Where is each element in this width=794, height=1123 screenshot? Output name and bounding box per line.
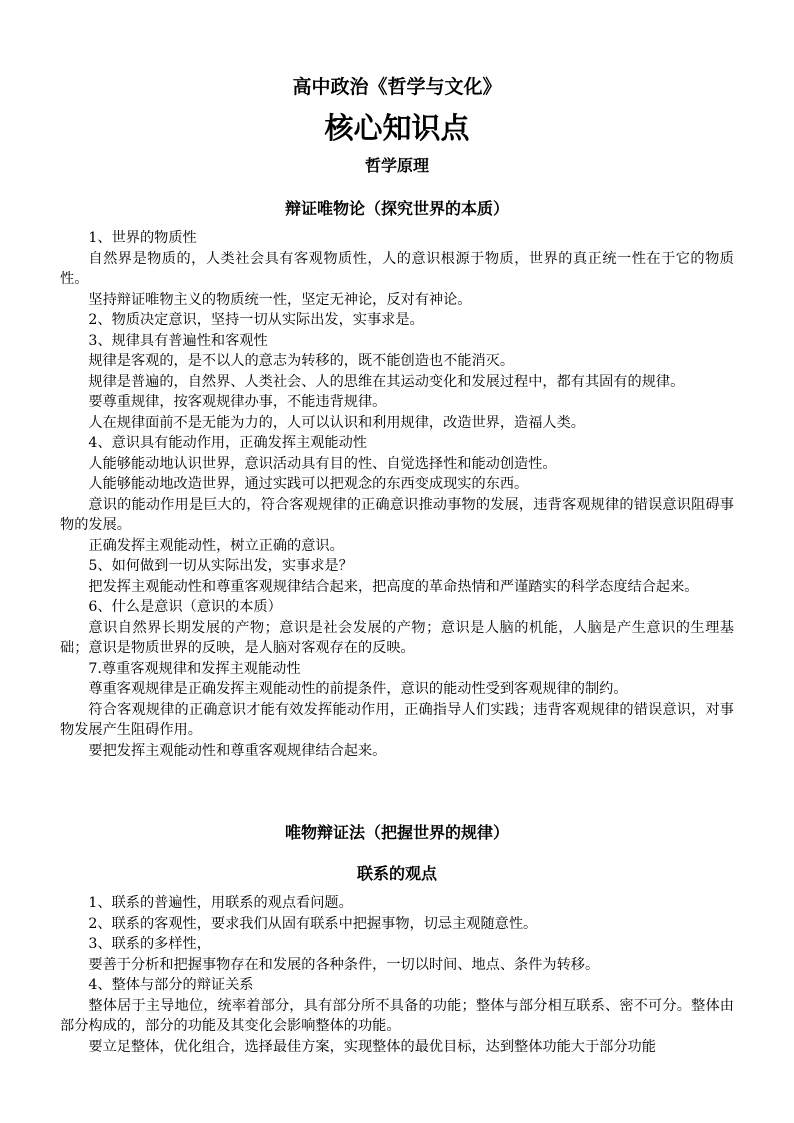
paragraph: 1、联系的普遍性，用联系的观点看问题。 [88, 895, 353, 911]
section-body [60, 893, 734, 1057]
paragraph: 正确发挥主观能动性，树立正确的意识。 [88, 537, 344, 554]
paragraph: 3、联系的多样性， [88, 936, 211, 952]
paragraph: 5、如何做到一切从实际出发，实事求是？ [88, 558, 353, 574]
paragraph: 整体居于主导地位，统率着部分，具有部分所不具备的功能；整体与部分相互联系、密不可分。整体由部分构成的，部分的功能及其变化会影响整体的功能。 [60, 997, 734, 1034]
paragraph: 2、联系的客观性，要求我们从固有联系中把握事物，切忌主观随意性。 [88, 915, 538, 932]
paragraph: 把发挥主观能动性和尊重客观规律结合起来，把高度的革命热情和严谨踏实的科学态度结合起来。 [88, 578, 699, 595]
paragraph: 自然界是物质的，人类社会具有客观物质性，人的意识根源于物质，世界的真正统一性在于它的物质性。 [60, 250, 734, 287]
paragraph: 3、规律具有普遍性和客观性 [88, 332, 268, 349]
paragraph: 要把发挥主观能动性和尊重客观规律结合起来。 [88, 742, 387, 759]
paragraph: 意识的能动作用是巨大的，符合客观规律的正确意识推动事物的发展，违背客观规律的错误意识阻碍事物的发展。 [60, 496, 734, 533]
paragraph: 人在规律面前不是无能为力的，人可以认识和利用规律，改造世界，造福人类。 [88, 414, 585, 431]
paragraph: 尊重客观规律是正确发挥主观能动性的前提条件，意识的能动性受到客观规律的制约。 [88, 681, 628, 697]
paragraph: 1、世界的物质性 [88, 230, 197, 246]
paragraph: 6、什么是意识（意识的本质） [88, 599, 282, 615]
paragraph: 要善于分析和把握事物存在和发展的各种条件，一切以时间、地点、条件为转移。 [88, 956, 600, 973]
paragraph: 4、整体与部分的辩证关系 [88, 977, 254, 993]
paragraph: 人能够能动地改造世界，通过实践可以把观念的东西变成现实的东西。 [88, 476, 529, 492]
paragraph: 坚持辩证唯物主义的物质统一性，坚定无神论，反对有神论。 [88, 291, 472, 308]
paragraph: 规律是普遍的，自然界、人类社会、人的思维在其运动变化和发展过程中，都有其固有的规律。 [88, 373, 685, 390]
paragraph: 要尊重规律，按客观规律办事，不能违背规律。 [88, 394, 387, 410]
section-heading: 唯物辩证法（把握世界的规律） [284, 823, 509, 842]
paragraph: 意识自然界长期发展的产物；意识是社会发展的产物；意识是人脑的机能，人脑是产生意识的生理基础；意识是物质世界的反映，是人脑对客观存在的反映。 [60, 619, 734, 656]
paragraph: 要立足整体，优化组合，选择最佳方案，实现整体的最优目标，达到整体功能大于部分功能 [88, 1038, 656, 1055]
section-heading: 辩证唯物论（探究世界的本质） [284, 199, 509, 218]
paragraph: 规律是客观的，是不以人的意志为转移的，既不能创造也不能消灭。 [88, 353, 515, 369]
subsection-heading: 联系的观点 [356, 864, 437, 883]
document-subtitle: 哲学原理 [364, 156, 429, 175]
document-title: 高中政治《哲学与文化》 [292, 76, 502, 98]
section-body [60, 228, 734, 761]
document-main-title: 核心知识点 [324, 111, 470, 145]
paragraph: 7.尊重客观规律和发挥主观能动性 [88, 660, 301, 677]
paragraph: 4、意识具有能动作用，正确发挥主观能动性 [88, 435, 367, 451]
paragraph: 符合客观规律的正确意识才能有效发挥能动作用，正确指导人们实践；违背客观规律的错误意识，对事物发展产生阻碍作用。 [60, 701, 734, 738]
paragraph: 人能够能动地认识世界，意识活动具有目的性、自觉选择性和能动创造性。 [88, 455, 557, 472]
paragraph: 2、物质决定意识，坚持一切从实际出发，实事求是。 [88, 312, 424, 328]
